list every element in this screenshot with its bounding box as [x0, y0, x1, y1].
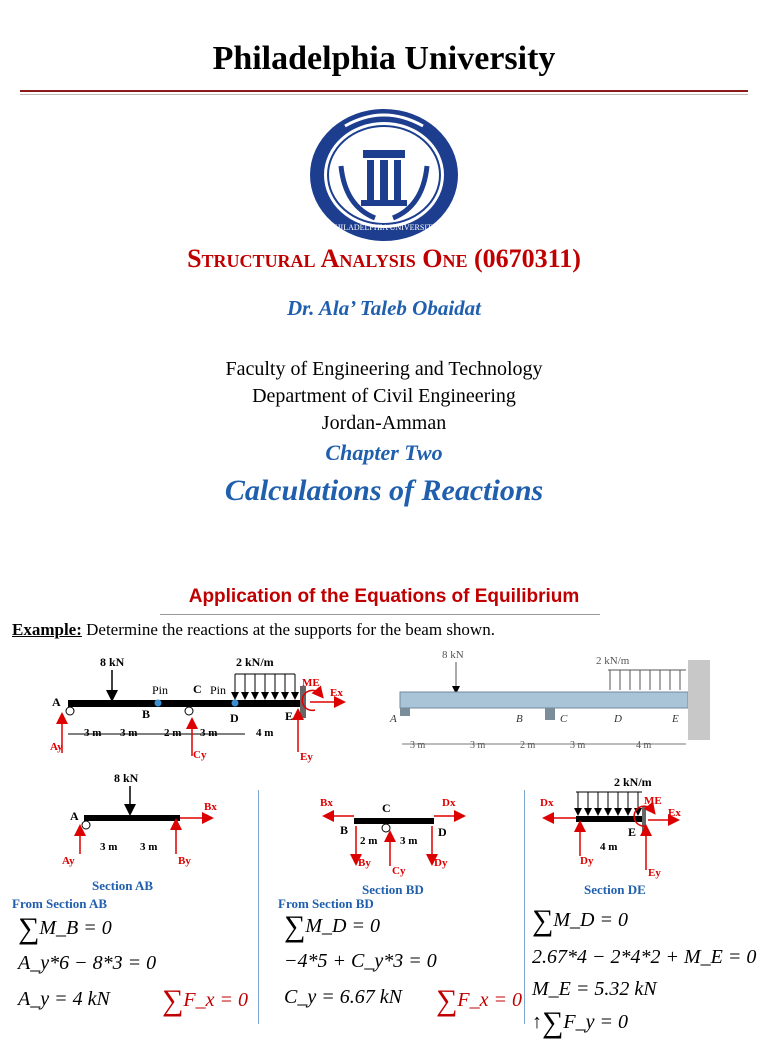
- photo-support-c: [545, 708, 555, 720]
- photo-point-c: C: [560, 713, 568, 725]
- svg-text:Ay: Ay: [62, 855, 75, 867]
- col2-eq-2: −4*5 + C_y*3 = 0: [284, 950, 437, 972]
- column-divider-2: [524, 790, 525, 1024]
- svg-text:E: E: [628, 825, 637, 839]
- main-beam-diagram: [40, 648, 360, 766]
- pin-b: [155, 700, 162, 707]
- photo-dist-load-arrows: [610, 670, 680, 690]
- logo-ring-text: PHILADELPHIA UNIVERSITY: [330, 223, 438, 232]
- svg-text:A: A: [70, 809, 79, 823]
- example-text: Determine the reactions at the supports for the beam shown.: [86, 620, 495, 639]
- svg-text:Cy: Cy: [392, 865, 406, 877]
- photo-support-a: [400, 708, 410, 716]
- span-4: 3 m: [200, 727, 218, 739]
- col1-heading: From Section AB: [12, 896, 108, 911]
- support-a: [66, 707, 74, 715]
- photo-span-1: 3 m: [410, 740, 426, 751]
- svg-text:2 m: 2 m: [360, 835, 378, 847]
- span-5: 4 m: [256, 727, 274, 739]
- col2-heading: From Section BD: [278, 896, 374, 911]
- col1-eq-3: A_y = 4 kN: [18, 988, 110, 1010]
- title-divider-top: [20, 90, 748, 92]
- point-c-label: C: [193, 682, 202, 696]
- point-d-label: D: [230, 711, 239, 725]
- photo-span-2: 3 m: [470, 740, 486, 751]
- svg-text:Bx: Bx: [320, 797, 333, 809]
- chapter-title: Calculations of Reactions: [224, 474, 544, 507]
- svg-text:Ey: Ey: [648, 867, 661, 879]
- col1-fx: ∑F_x = 0: [162, 984, 248, 1017]
- point-load-label: 8 kN: [100, 655, 125, 669]
- photo-point-load-label: 8 kN: [442, 649, 464, 661]
- photo-point-e: E: [672, 713, 679, 725]
- pin-d: [232, 700, 239, 707]
- section-bd-label: Section BD: [362, 882, 424, 897]
- course-title: Structural Analysis One (0670311): [187, 244, 581, 273]
- beam-photo-diagram: [380, 646, 714, 754]
- photo-point-b: B: [516, 713, 523, 725]
- svg-text:B: B: [340, 823, 349, 837]
- dist-load-arrows: [235, 674, 295, 696]
- svg-text:3 m: 3 m: [400, 835, 418, 847]
- support-c: [185, 707, 193, 715]
- svg-text:By: By: [178, 855, 191, 867]
- cy-label: Cy: [193, 749, 207, 761]
- span-2: 3 m: [120, 727, 138, 739]
- chapter-label: Chapter Two: [325, 440, 443, 465]
- section-de-diagram: [534, 770, 694, 880]
- svg-text:Dy: Dy: [580, 855, 594, 867]
- department-line: Department of Civil Engineering: [252, 385, 516, 407]
- svg-text:C: C: [382, 801, 391, 815]
- photo-wall: [688, 660, 710, 740]
- photo-span-4: 3 m: [570, 740, 586, 751]
- ex-label: Ex: [330, 687, 343, 699]
- svg-text:3 m: 3 m: [100, 841, 118, 853]
- point-b-label: B: [142, 707, 151, 721]
- example-label: Example:: [12, 620, 82, 639]
- col1-eq-2: A_y*6 − 8*3 = 0: [18, 952, 157, 974]
- ay-label: Ay: [50, 741, 63, 753]
- section-ab-label: Section AB: [92, 878, 154, 893]
- svg-text:Dx: Dx: [442, 797, 456, 809]
- author-name: Dr. Ala’ Taleb Obaidat: [286, 296, 482, 320]
- svg-text:4 m: 4 m: [600, 841, 618, 853]
- svg-text:Bx: Bx: [204, 801, 217, 813]
- svg-text:Dx: Dx: [540, 797, 554, 809]
- col1-eq-1: ∑M_B = 0: [18, 912, 112, 945]
- svg-text:D: D: [438, 825, 447, 839]
- location-line: Jordan-Amman: [321, 412, 447, 434]
- span-3: 2 m: [164, 727, 182, 739]
- col2-eq-1: ∑M_D = 0: [284, 910, 380, 943]
- title-divider-shadow: [20, 94, 748, 95]
- photo-point-d: D: [614, 713, 622, 725]
- university-title: Philadelphia University: [212, 40, 556, 77]
- section-ab-load-label: 8 kN: [114, 771, 139, 785]
- pin-left-label: Pin: [152, 683, 169, 697]
- university-logo: [305, 106, 463, 244]
- col2-fx: ∑F_x = 0: [436, 984, 522, 1017]
- section-title: Application of the Equations of Equilibrium: [188, 586, 580, 607]
- ey-label: Ey: [300, 751, 313, 763]
- me-label: ME: [302, 677, 320, 689]
- col3-eq-4: ↑∑F_y = 0: [532, 1006, 628, 1039]
- section-de-load-label: 2 kN/m: [614, 775, 652, 789]
- photo-span-3: 2 m: [520, 740, 536, 751]
- section-de-label: Section DE: [584, 882, 646, 897]
- section-divider: [160, 614, 600, 615]
- beam: [68, 700, 300, 707]
- section-bd-diagram: [310, 794, 480, 878]
- example-statement: [12, 620, 495, 640]
- svg-text:3 m: 3 m: [140, 841, 158, 853]
- section-ab-diagram: [58, 770, 228, 870]
- dist-load-label: 2 kN/m: [236, 655, 274, 669]
- column-divider-1: [258, 790, 259, 1024]
- col3-eq-3: M_E = 5.32 kN: [532, 978, 657, 1000]
- col3-eq-1: ∑M_D = 0: [532, 904, 628, 937]
- faculty-line: Faculty of Engineering and Technology: [225, 358, 543, 380]
- photo-span-5: 4 m: [636, 740, 652, 751]
- pin-right-label: Pin: [210, 683, 227, 697]
- point-e-label: E: [285, 709, 294, 723]
- photo-beam: [400, 692, 688, 708]
- svg-text:Ex: Ex: [668, 807, 681, 819]
- point-a-label: A: [52, 695, 61, 709]
- col2-eq-3: C_y = 6.67 kN: [284, 986, 402, 1008]
- span-1: 3 m: [84, 727, 102, 739]
- photo-point-a: A: [390, 713, 397, 725]
- col3-eq-2: 2.67*4 − 2*4*2 + M_E = 0: [532, 946, 757, 968]
- svg-text:Dy: Dy: [434, 857, 448, 869]
- svg-text:ME: ME: [644, 795, 662, 807]
- svg-text:By: By: [358, 857, 371, 869]
- photo-dist-load-label: 2 kN/m: [596, 655, 630, 667]
